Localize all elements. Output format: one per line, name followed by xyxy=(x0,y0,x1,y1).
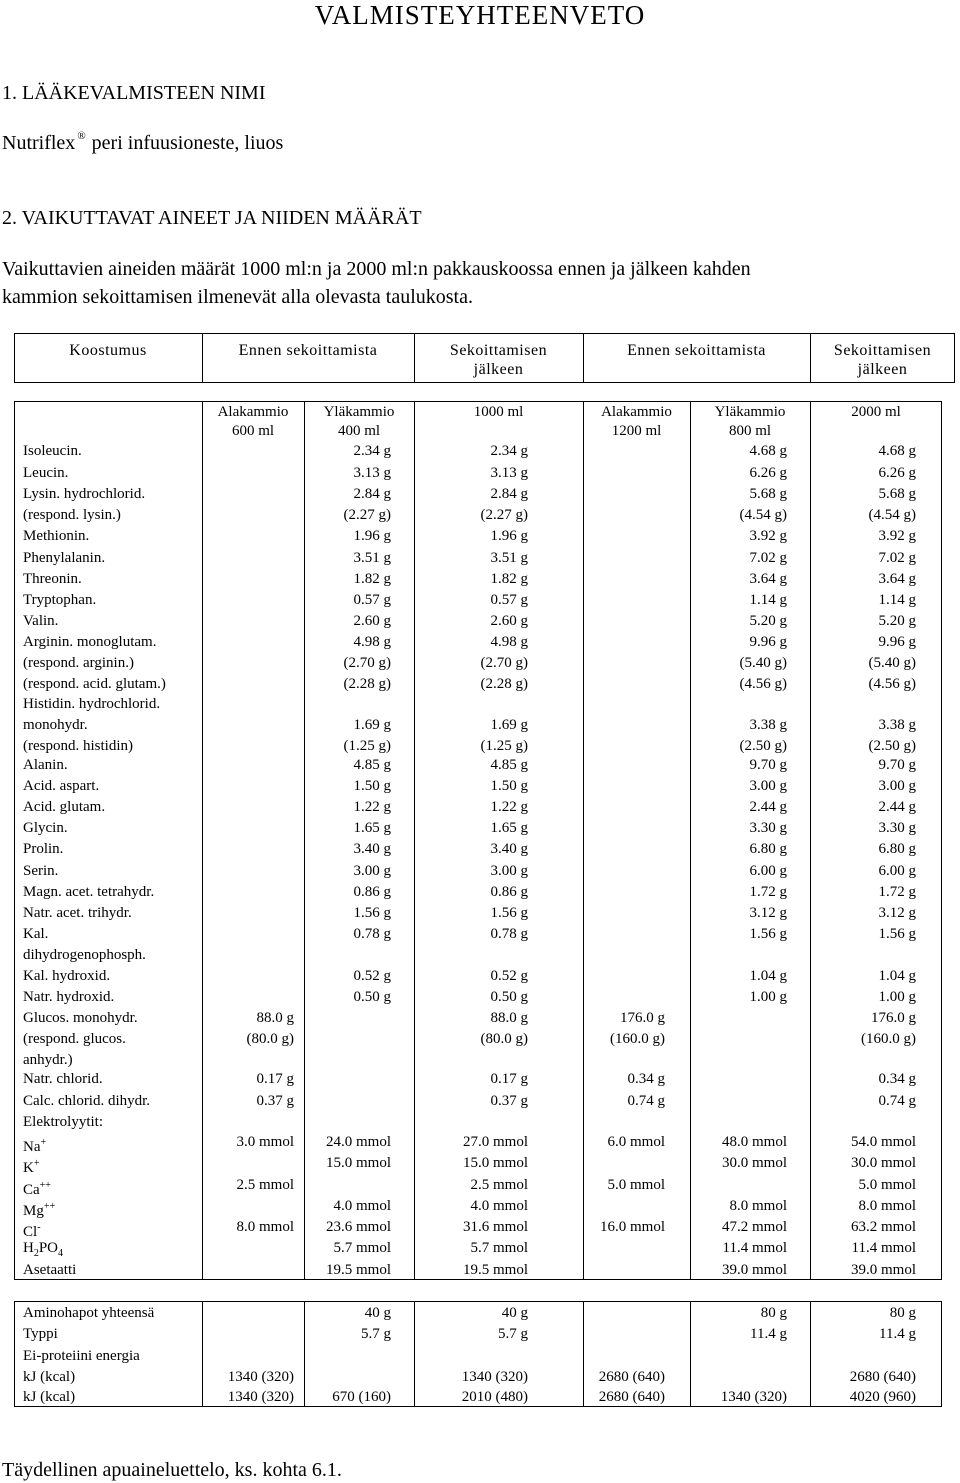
rows-value-f: 3.30 g xyxy=(878,820,916,836)
rows-name: Threonin. xyxy=(23,571,82,587)
electrolyte-value-b: 23.6 mmol xyxy=(325,1219,391,1235)
electrolyte-value-f: 39.0 mmol xyxy=(850,1262,916,1278)
rows-value-b: 1.96 g xyxy=(353,528,391,544)
subheader-ylakammio-800: Yläkammio 800 ml xyxy=(714,404,786,439)
rows-value-b: 3.40 g xyxy=(353,841,391,857)
electrolyte-value-b: 4.0 mmol xyxy=(333,1198,391,1214)
product-name-line xyxy=(2,132,283,155)
summary-value-e: 11.4 g xyxy=(750,1326,787,1342)
electrolyte-value-d: 16.0 mmol xyxy=(599,1219,665,1235)
subheader-2000ml: 2000 ml xyxy=(851,404,901,420)
rows-value-c: 3.51 g xyxy=(490,550,528,566)
electrolyte-value-e: 39.0 mmol xyxy=(721,1262,787,1278)
rows-value-b: 4.98 g (2.70 g) (2.28 g) xyxy=(343,634,391,692)
rows-value-f: 3.64 g xyxy=(878,571,916,587)
rows-name: Leucin. xyxy=(23,465,69,481)
summary-value-d: 2680 (640) xyxy=(598,1389,665,1405)
rows-value-e: 1.00 g xyxy=(749,989,787,1005)
summary-value-f: 11.4 g xyxy=(879,1326,916,1342)
rows-value-b: 0.50 g xyxy=(353,989,391,1005)
rows-name: Lysin. hydrochlorid. (respond. lysin.) xyxy=(23,486,146,523)
rows-value-e: 7.02 g xyxy=(749,550,787,566)
rows-value-c: 0.37 g xyxy=(490,1093,528,1109)
electrolyte-value-b: 19.5 mmol xyxy=(325,1262,391,1278)
header-ennen-1000: Ennen sekoittamista xyxy=(238,342,378,359)
rows-value-f: 1.14 g xyxy=(878,592,916,608)
rows-value-f: 3.92 g xyxy=(878,528,916,544)
rows-value-c: 1.50 g xyxy=(490,778,528,794)
rows-value-b: 1.69 g (1.25 g) xyxy=(343,717,391,754)
electrolyte-name: K+ xyxy=(23,1158,40,1176)
rows-value-b: 3.51 g xyxy=(353,550,391,566)
rows-value-f: 0.74 g xyxy=(878,1093,916,1109)
section-2-paragraph-line-2: kammion sekoittamisen ilmenevät alla olevasta taulukosta. xyxy=(2,286,473,308)
electrolyte-value-a: 2.5 mmol xyxy=(236,1177,294,1193)
electrolyte-value-d: 6.0 mmol xyxy=(607,1134,665,1150)
rows-value-c: 3.40 g xyxy=(490,841,528,857)
electrolyte-value-f: 54.0 mmol xyxy=(850,1134,916,1150)
summary-value-c: 40 g xyxy=(501,1305,528,1321)
rows-value-f: 1.04 g xyxy=(878,968,916,984)
rows-value-b: 1.56 g xyxy=(353,905,391,921)
rows-value-c: 1.65 g xyxy=(490,820,528,836)
electrolyte-value-c: 31.6 mmol xyxy=(462,1219,528,1235)
rows-name: Magn. acet. tetrahydr. xyxy=(23,884,155,900)
rows-value-c: 2.34 g xyxy=(490,443,528,459)
rows-value-e: 1.14 g xyxy=(749,592,787,608)
rows-name: Arginin. monoglutam. (respond. arginin.) (respond. acid. glutam.) xyxy=(23,634,166,692)
document-title: VALMISTEYHTEENVETO xyxy=(314,0,646,30)
header-ennen-2000: Ennen sekoittamista xyxy=(627,342,766,359)
electrolyte-value-f: 63.2 mmol xyxy=(850,1219,916,1235)
summary-value-f: 2680 (640) xyxy=(849,1369,916,1385)
electrolyte-value-e: 47.2 mmol xyxy=(721,1219,787,1235)
rows-value-f: 176.0 g (160.0 g) xyxy=(861,1010,916,1047)
rows-value-e: 6.00 g xyxy=(749,863,787,879)
rows-value-e: 3.64 g xyxy=(749,571,787,587)
rows-value-c: 88.0 g (80.0 g) xyxy=(480,1010,528,1047)
rows-value-c: 2.84 g (2.27 g) xyxy=(480,486,528,523)
electrolyte-value-e: 11.4 mmol xyxy=(722,1240,787,1256)
electrolyte-name: Na+ xyxy=(23,1137,47,1155)
rows-value-c: 1.56 g xyxy=(490,905,528,921)
electrolyte-name: Mg++ xyxy=(23,1201,56,1219)
rows-value-c: 0.57 g xyxy=(490,592,528,608)
rows-value-e: 4.68 g xyxy=(749,443,787,459)
rows-value-e: 2.44 g xyxy=(749,799,787,815)
rows-value-e: 6.80 g xyxy=(749,841,787,857)
summary-name: Ei-proteiini energia kJ (kcal) xyxy=(23,1348,140,1385)
electrolyte-value-e: 30.0 mmol xyxy=(721,1155,787,1171)
rows-value-e: 3.00 g xyxy=(749,778,787,794)
electrolyte-value-f: 8.0 mmol xyxy=(858,1198,916,1214)
summary-value-f: 80 g xyxy=(889,1305,916,1321)
section-2-paragraph-line-1: Vaikuttavien aineiden määrät 1000 ml:n ja 2000 ml:n pakkauskoossa ennen ja jälkeen kahden xyxy=(2,258,751,280)
rows-name: Natr. chlorid. xyxy=(23,1071,103,1087)
rows-name: Kal. hydroxid. xyxy=(23,968,111,984)
rows-value-e: 1.04 g xyxy=(749,968,787,984)
rows-value-b: 2.34 g xyxy=(353,443,391,459)
rows-name: Methionin. xyxy=(23,528,90,544)
rows-value-b: 1.82 g xyxy=(353,571,391,587)
rows-value-b: 3.13 g xyxy=(353,465,391,481)
rows-value-b: 4.85 g xyxy=(353,757,391,773)
electrolyte-value-c: 2.5 mmol xyxy=(470,1177,528,1193)
rows-value-b: 2.60 g xyxy=(353,613,391,629)
header-koostumus: Koostumus xyxy=(69,342,147,359)
rows-value-f: 5.20 g xyxy=(878,613,916,629)
electrolyte-value-b: 24.0 mmol xyxy=(325,1134,391,1150)
rows-name: Acid. aspart. xyxy=(23,778,100,794)
rows-value-e: 9.70 g xyxy=(749,757,787,773)
rows-value-b: 1.65 g xyxy=(353,820,391,836)
product-name: Nutriflex xyxy=(2,132,76,154)
rows-value-c: 0.50 g xyxy=(490,989,528,1005)
header-jalkeen-2000: jälkeen xyxy=(857,361,908,378)
rows-value-e: 5.68 g (4.54 g) xyxy=(739,486,787,523)
summary-value-c: 2010 (480) xyxy=(461,1389,528,1405)
rows-value-e: 1.72 g xyxy=(749,884,787,900)
rows-value-e: 5.20 g xyxy=(749,613,787,629)
registered-mark: ® xyxy=(77,130,86,143)
electrolyte-value-c: 15.0 mmol xyxy=(462,1155,528,1171)
rows-value-b: 0.86 g xyxy=(353,884,391,900)
electrolyte-value-c: 4.0 mmol xyxy=(470,1198,528,1214)
summary-value-f: 4020 (960) xyxy=(849,1389,916,1405)
summary-name: Typpi xyxy=(23,1326,58,1342)
electrolyte-value-c: 27.0 mmol xyxy=(462,1134,528,1150)
rows-name: Elektrolyytit: xyxy=(23,1114,103,1130)
rows-name: Alanin. xyxy=(23,757,68,773)
electrolyte-value-e: 48.0 mmol xyxy=(721,1134,787,1150)
rows-value-f: 9.70 g xyxy=(878,757,916,773)
rows-value-f: 3.12 g xyxy=(878,905,916,921)
electrolyte-value-f: 11.4 mmol xyxy=(851,1240,916,1256)
rows-value-e: 3.38 g (2.50 g) xyxy=(739,717,787,754)
rows-value-d: 0.34 g xyxy=(627,1071,665,1087)
electrolyte-value-a: 8.0 mmol xyxy=(236,1219,294,1235)
rows-name: Valin. xyxy=(23,613,59,629)
rows-name: Histidin. hydrochlorid. monohydr. (respond. histidin) xyxy=(23,696,161,754)
header-jalkeen-1000: jälkeen xyxy=(473,361,524,378)
rows-value-b: 1.50 g xyxy=(353,778,391,794)
rows-value-d: 0.74 g xyxy=(627,1093,665,1109)
rows-value-f: 1.56 g xyxy=(878,926,916,942)
rows-value-c: 1.82 g xyxy=(490,571,528,587)
rows-name: Natr. hydroxid. xyxy=(23,989,115,1005)
rows-value-b: 2.84 g (2.27 g) xyxy=(343,486,391,523)
electrolyte-value-f: 5.0 mmol xyxy=(858,1177,916,1193)
electrolyte-value-c: 19.5 mmol xyxy=(462,1262,528,1278)
rows-value-c: 3.13 g xyxy=(490,465,528,481)
subheader-1000ml: 1000 ml xyxy=(473,404,524,420)
rows-value-f: 3.00 g xyxy=(878,778,916,794)
rows-name: Phenylalanin. xyxy=(23,550,106,566)
rows-value-f: 3.38 g (2.50 g) xyxy=(868,717,916,754)
rows-value-c: 1.96 g xyxy=(490,528,528,544)
rows-value-e: 9.96 g (5.40 g) (4.56 g) xyxy=(739,634,787,692)
summary-value-e: 1340 (320) xyxy=(720,1389,787,1405)
section-2-heading: 2. VAIKUTTAVAT AINEET JA NIIDEN MÄÄRÄT xyxy=(2,207,422,229)
electrolyte-name: Asetaatti xyxy=(23,1262,77,1278)
rows-name: Glycin. xyxy=(23,820,68,836)
rows-name: Serin. xyxy=(23,863,59,879)
footer-note: Täydellinen apuaineluettelo, ks. kohta 6.1. xyxy=(2,1459,342,1481)
rows-value-f: 6.26 g xyxy=(878,465,916,481)
header-sekoittamisen-2000: Sekoittamisen xyxy=(833,342,932,359)
summary-name: Aminohapot yhteensä xyxy=(23,1305,155,1321)
rows-value-c: 4.98 g (2.70 g) (2.28 g) xyxy=(480,634,528,692)
rows-value-f: 7.02 g xyxy=(878,550,916,566)
summary-value-e: 80 g xyxy=(760,1305,787,1321)
summary-value-a: 1340 (320) xyxy=(227,1369,294,1385)
rows-value-c: 0.78 g xyxy=(490,926,528,942)
rows-value-f: 1.72 g xyxy=(878,884,916,900)
rows-name: Natr. acet. trihydr. xyxy=(23,905,132,921)
summary-value-d: 2680 (640) xyxy=(598,1369,665,1385)
rows-value-f: 9.96 g (5.40 g) (4.56 g) xyxy=(868,634,916,692)
rows-value-e: 3.92 g xyxy=(749,528,787,544)
summary-value-a: 1340 (320) xyxy=(227,1389,294,1405)
electrolyte-value-f: 30.0 mmol xyxy=(850,1155,916,1171)
rows-value-d: 176.0 g (160.0 g) xyxy=(610,1010,665,1047)
header-sekoittamisen-1000: Sekoittamisen xyxy=(449,342,548,359)
electrolyte-value-e: 8.0 mmol xyxy=(729,1198,787,1214)
rows-value-f: 6.80 g xyxy=(878,841,916,857)
section-1-heading: 1. LÄÄKEVALMISTEEN NIMI xyxy=(2,82,266,104)
rows-value-b: 0.52 g xyxy=(353,968,391,984)
electrolyte-value-b: 15.0 mmol xyxy=(325,1155,391,1171)
rows-name: Kal. dihydrogenophosph. xyxy=(23,926,146,963)
rows-value-f: 0.34 g xyxy=(878,1071,916,1087)
electrolyte-value-c: 5.7 mmol xyxy=(470,1240,528,1256)
rows-value-c: 1.69 g (1.25 g) xyxy=(480,717,528,754)
rows-name: Tryptophan. xyxy=(23,592,97,608)
rows-value-b: 3.00 g xyxy=(353,863,391,879)
rows-value-e: 1.56 g xyxy=(749,926,787,942)
subheader-ylakammio-400: Yläkammio 400 ml xyxy=(323,404,395,439)
rows-name: Glucos. monohydr. (respond. glucos. anhydr.) xyxy=(23,1010,138,1068)
electrolyte-value-b: 5.7 mmol xyxy=(333,1240,391,1256)
rows-value-b: 0.57 g xyxy=(353,592,391,608)
rows-value-e: 6.26 g xyxy=(749,465,787,481)
rows-name: Isoleucin. xyxy=(23,443,82,459)
rows-value-f: 5.68 g (4.54 g) xyxy=(868,486,916,523)
rows-value-c: 0.86 g xyxy=(490,884,528,900)
rows-value-c: 3.00 g xyxy=(490,863,528,879)
rows-value-b: 1.22 g xyxy=(353,799,391,815)
rows-value-c: 0.17 g xyxy=(490,1071,528,1087)
rows-value-a: 0.37 g xyxy=(256,1093,294,1109)
summary-value-b: 40 g xyxy=(364,1305,391,1321)
rows-value-e: 3.12 g xyxy=(749,905,787,921)
electrolyte-value-d: 5.0 mmol xyxy=(607,1177,665,1193)
rows-value-c: 0.52 g xyxy=(490,968,528,984)
rows-value-f: 4.68 g xyxy=(878,443,916,459)
rows-value-e: 3.30 g xyxy=(749,820,787,836)
subheader-alakammio-600: Alakammio 600 ml xyxy=(217,404,289,439)
summary-name: kJ (kcal) xyxy=(23,1389,76,1405)
rows-value-a: 88.0 g (80.0 g) xyxy=(246,1010,294,1047)
electrolyte-name: Ca++ xyxy=(23,1180,51,1198)
electrolyte-name: Cl- xyxy=(23,1222,41,1240)
subheader-alakammio-1200: Alakammio 1200 ml xyxy=(601,404,672,439)
summary-value-b: 5.7 g xyxy=(361,1326,391,1342)
rows-value-c: 2.60 g xyxy=(490,613,528,629)
summary-value-c: 1340 (320) xyxy=(461,1369,528,1385)
electrolyte-value-a: 3.0 mmol xyxy=(236,1134,294,1150)
rows-value-b: 0.78 g xyxy=(353,926,391,942)
rows-value-f: 1.00 g xyxy=(878,989,916,1005)
product-form: peri infuusioneste, liuos xyxy=(91,132,284,154)
summary-value-b: 670 (160) xyxy=(332,1389,391,1405)
rows-value-f: 2.44 g xyxy=(878,799,916,815)
electrolyte-name: $H_2PO_4$ xyxy=(23,1240,64,1259)
rows-value-f: 6.00 g xyxy=(878,863,916,879)
rows-name: Prolin. xyxy=(23,841,64,857)
rows-value-a: 0.17 g xyxy=(256,1071,294,1087)
rows-value-c: 4.85 g xyxy=(490,757,528,773)
rows-value-c: 1.22 g xyxy=(490,799,528,815)
rows-name: Calc. chlorid. dihydr. xyxy=(23,1093,151,1109)
summary-value-c: 5.7 g xyxy=(498,1326,528,1342)
rows-name: Acid. glutam. xyxy=(23,799,106,815)
